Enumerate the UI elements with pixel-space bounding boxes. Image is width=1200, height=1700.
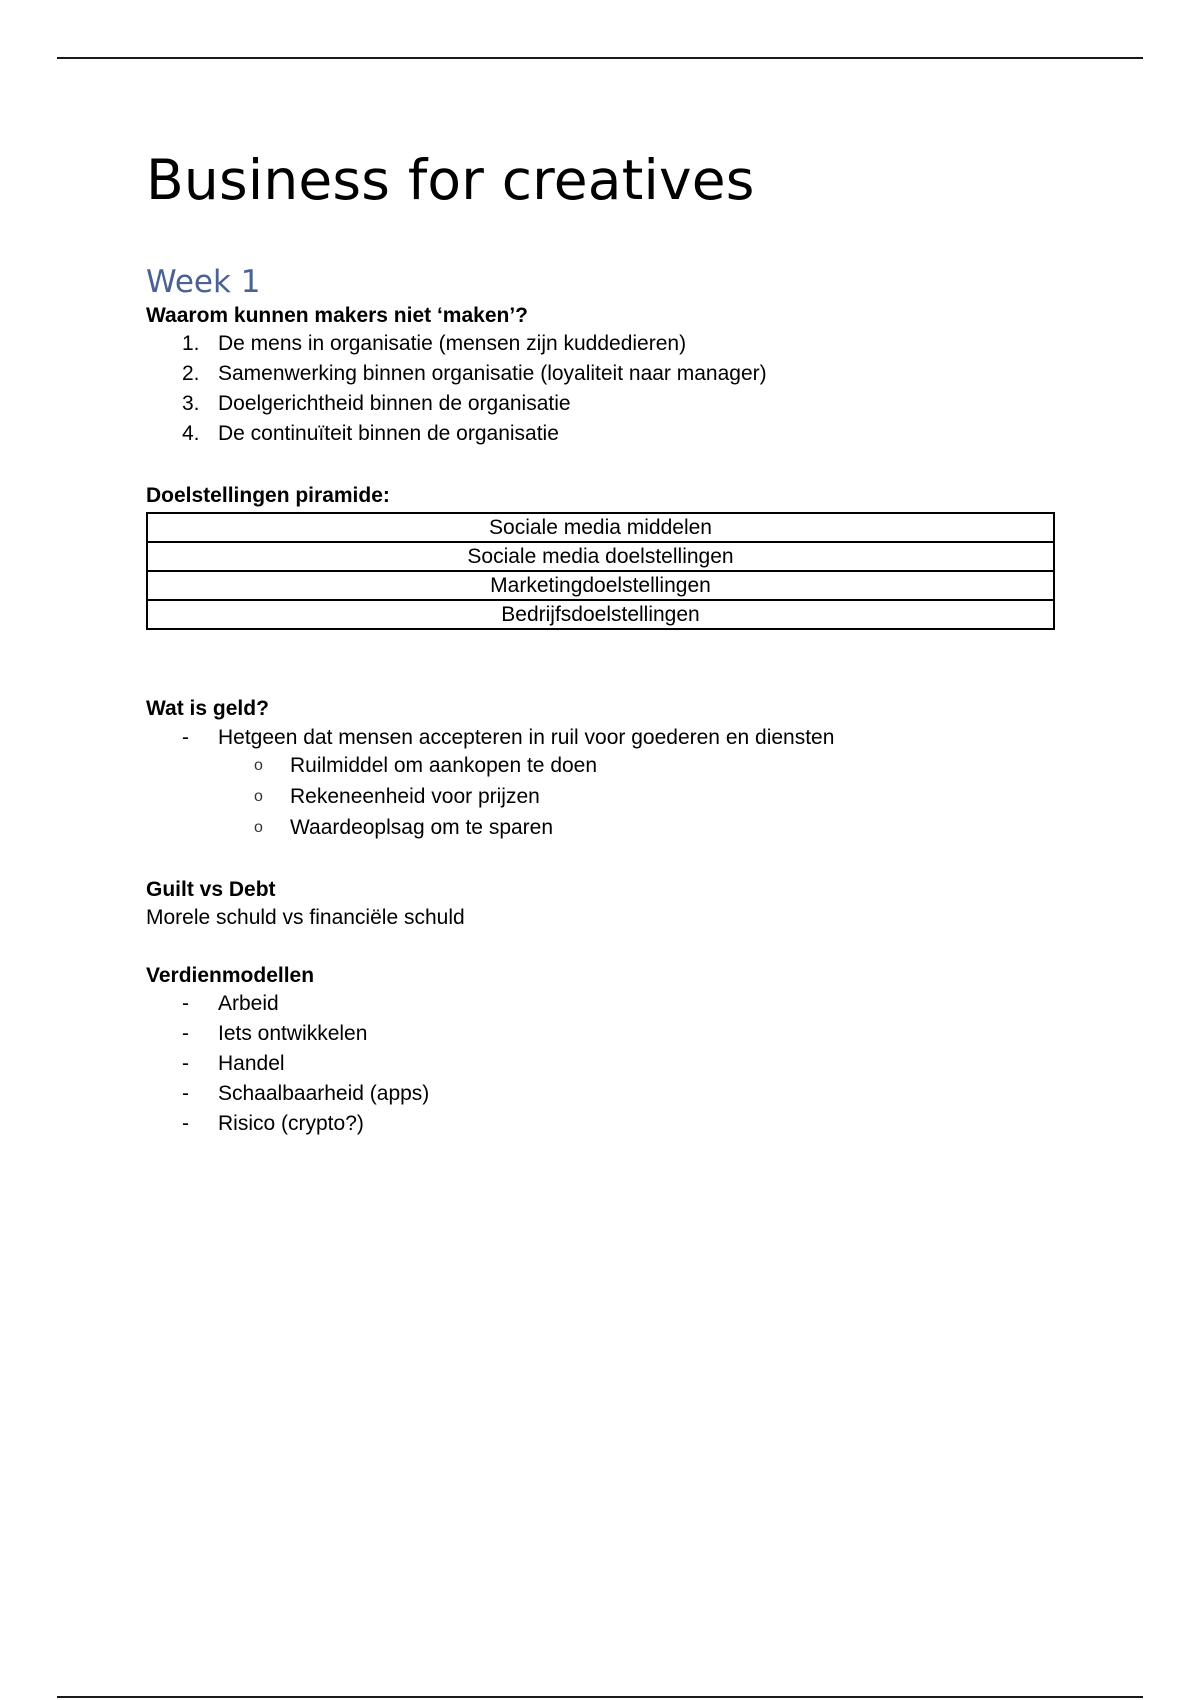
guilt-heading: Guilt vs Debt — [146, 878, 276, 901]
table-row — [147, 513, 1054, 542]
document-body — [146, 140, 1066, 1135]
pyramid-cell: Bedrijfsdoelstellingen — [147, 600, 1054, 629]
makers-list — [146, 330, 767, 450]
list-item: - Risico (crypto?) — [182, 1112, 364, 1135]
document-title: Business for creatives — [146, 148, 755, 212]
money-list — [146, 724, 834, 754]
models-list — [146, 990, 429, 1140]
pyramid-cell: Sociale media middelen — [147, 513, 1054, 542]
pyramid-cell: Marketingdoelstellingen — [147, 571, 1054, 600]
guilt-text: Morele schuld vs financiële schuld — [146, 906, 465, 929]
list-item: - Arbeid — [182, 992, 279, 1015]
week-heading: Week 1 — [146, 264, 261, 300]
list-item: - Schaalbaarheid (apps) — [182, 1082, 430, 1105]
header-rule — [57, 57, 1143, 59]
table-row — [147, 600, 1054, 629]
list-item: - Iets ontwikkelen — [182, 1022, 368, 1045]
list-item: o Waardeoplsag om te sparen — [254, 816, 554, 839]
money-sublist — [146, 752, 597, 845]
list-item: 4. De continuïteit binnen de organisatie — [182, 422, 559, 445]
makers-heading: Waarom kunnen makers niet ‘maken’? — [146, 304, 529, 327]
list-item: o Rekeneenheid voor prijzen — [254, 785, 540, 808]
table-row — [147, 571, 1054, 600]
list-item: o Ruilmiddel om aankopen te doen — [254, 754, 598, 777]
list-item: 1. De mens in organisatie (mensen zijn kuddedieren) — [182, 332, 687, 355]
list-item: 3. Doelgerichtheid binnen de organisatie — [182, 392, 571, 415]
footer-rule — [57, 1696, 1143, 1698]
money-heading: Wat is geld? — [146, 697, 269, 720]
pyramid-cell: Sociale media doelstellingen — [147, 542, 1054, 571]
table-row — [147, 542, 1054, 571]
list-item: - Handel — [182, 1052, 285, 1075]
models-heading: Verdienmodellen — [146, 964, 315, 987]
list-item: - Hetgeen dat mensen accepteren in ruil voor goederen en diensten — [182, 726, 835, 749]
pyramid-heading: Doelstellingen piramide: — [146, 484, 390, 507]
list-item: 2. Samenwerking binnen organisatie (loyaliteit naar manager) — [182, 362, 767, 385]
pyramid-table — [146, 512, 1055, 630]
